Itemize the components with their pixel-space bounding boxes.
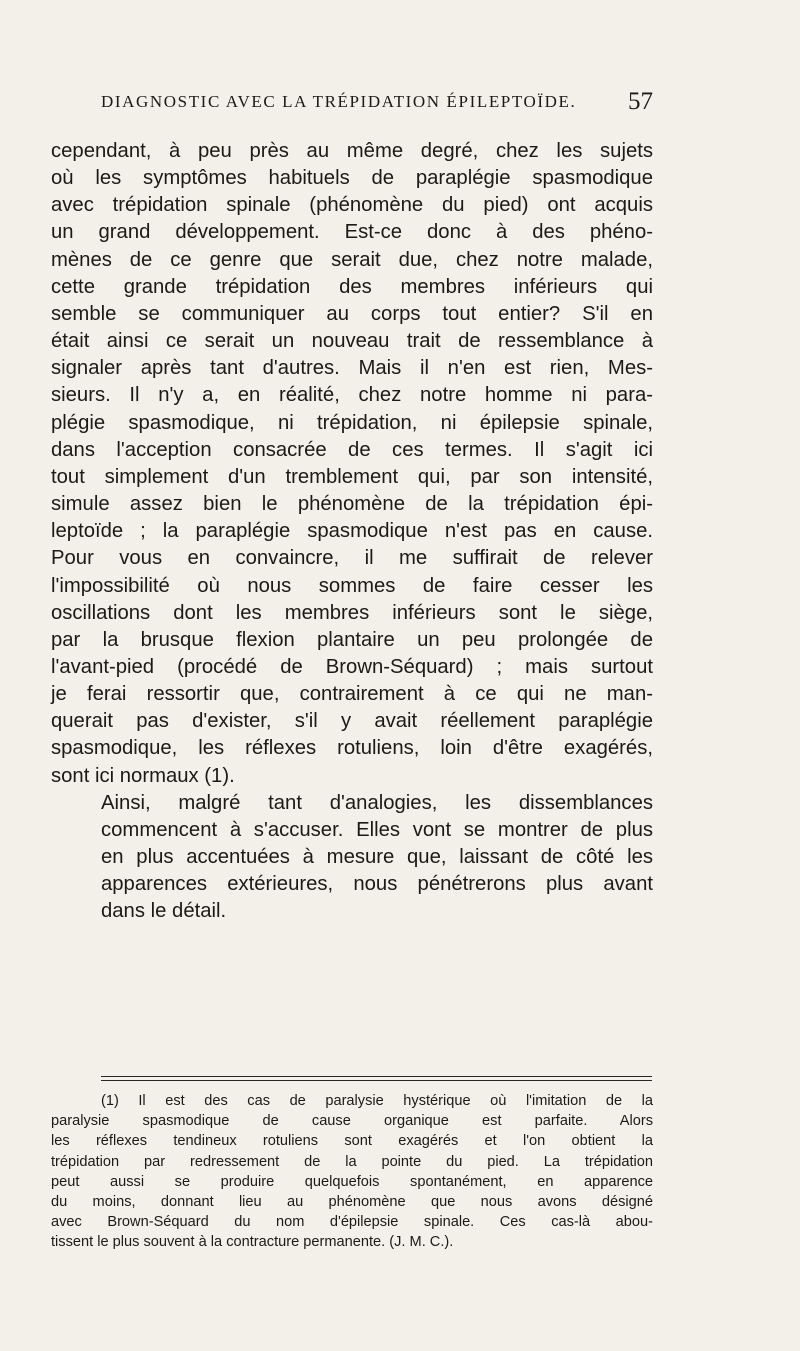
- paragraph-1-line: sieurs. Il n'y a, en réalité, chez notre homme ni para-: [51, 384, 653, 407]
- paragraph-1-line: l'impossibilité où nous sommes de faire cesser les: [51, 574, 653, 597]
- running-title: DIAGNOSTIC AVEC LA TRÉPIDATION ÉPILEPTOÏDE.: [101, 92, 577, 111]
- footnote-line: paralysie spasmodique de cause organique est parfaite. Alors: [51, 1113, 653, 1130]
- paragraph-2: [51, 790, 653, 926]
- paragraph-1-line: par la brusque flexion plantaire un peu prolongée de: [51, 628, 653, 651]
- paragraph-1-line: simule assez bien le phénomène de la trépidation épi-: [51, 493, 653, 516]
- paragraph-2-line: en plus accentuées à mesure que, laissant de côté les: [101, 846, 653, 869]
- paragraph-1-line: l'avant-pied (procédé de Brown-Séquard) ; mais surtout: [51, 655, 653, 678]
- paragraph-1-line: semble se communiquer au corps tout entier? S'il en: [51, 302, 653, 325]
- paragraph-1-line: spasmodique, les réflexes rotuliens, loin d'être exagérés,: [51, 737, 653, 760]
- paragraph-1-line: où les symptômes habituels de paraplégie spasmodique: [51, 167, 653, 190]
- footnote-line: tissent le plus souvent à la contracture permanente. (J. M. C.).: [51, 1234, 454, 1251]
- paragraph-1-line: querait pas d'exister, s'il y avait réellement paraplégie: [51, 710, 653, 733]
- paragraph-1-line: dans l'acception consacrée de ces termes. Il s'agit ici: [51, 438, 653, 461]
- paragraph-1-line: un grand développement. Est-ce donc à des phéno-: [51, 221, 653, 244]
- footnote: [51, 1091, 653, 1253]
- footnote-line: avec Brown-Séquard du nom d'épilepsie spinale. Ces cas-là abou-: [51, 1214, 653, 1231]
- paragraph-1-line: tout simplement d'un tremblement qui, par son intensité,: [51, 465, 653, 488]
- paragraph-1-line: avec trépidation spinale (phénomène du pied) ont acquis: [51, 194, 653, 217]
- footnote-line: trépidation par redressement de la pointe du pied. La trépidation: [51, 1153, 653, 1170]
- paragraph-1-line: oscillations dont les membres inférieurs sont le siège,: [51, 601, 653, 624]
- footnote-line: du moins, donnant lieu au phénomène que nous avons désigné: [51, 1194, 653, 1211]
- paragraph-2-line: apparences extérieures, nous pénétrerons plus avant: [101, 873, 653, 896]
- paragraph-1-line: Pour vous en convaincre, il me suffirait de relever: [51, 547, 653, 570]
- paragraph-1-line: cependant, à peu près au même degré, chez les sujets: [51, 140, 653, 162]
- paragraph-1-line: plégie spasmodique, ni trépidation, ni épilepsie spinale,: [51, 411, 653, 434]
- paragraph-1-line: leptoïde ; la paraplégie spasmodique n'est pas en cause.: [51, 520, 653, 543]
- paragraph-1-line: je ferai ressortir que, contrairement à ce qui ne man-: [51, 683, 653, 706]
- paragraph-2-line: commencent à s'accuser. Elles vont se montrer de plus: [101, 818, 653, 841]
- paragraph-2-line: Ainsi, malgré tant d'analogies, les dissemblances: [101, 791, 653, 814]
- footnote-separator-rule: [101, 1076, 652, 1081]
- paragraph-2-line: dans le détail.: [101, 900, 227, 923]
- page-number: 57: [628, 88, 653, 115]
- paragraph-1-line: était ainsi ce serait un nouveau trait de ressemblance à: [51, 330, 653, 353]
- paragraph-1-line: mènes de ce genre que serait due, chez notre malade,: [51, 248, 653, 271]
- paragraph-1-line: signaler après tant d'autres. Mais il n'en est rien, Mes-: [51, 357, 653, 380]
- footnote-line: (1) Il est des cas de paralysie hystérique où l'imitation de la: [101, 1093, 653, 1109]
- paragraph-1-line: cette grande trépidation des membres inférieurs qui: [51, 275, 653, 298]
- footnote-line: les réflexes tendineux rotuliens sont exagérés et l'on obtient la: [51, 1133, 653, 1150]
- paragraph-1-line: sont ici normaux (1).: [51, 764, 235, 787]
- footnote-line: peut aussi se produire quelquefois spontanément, en apparence: [51, 1173, 653, 1190]
- running-header: [101, 85, 653, 119]
- paragraph-1: [51, 138, 653, 790]
- body-text: [51, 138, 653, 926]
